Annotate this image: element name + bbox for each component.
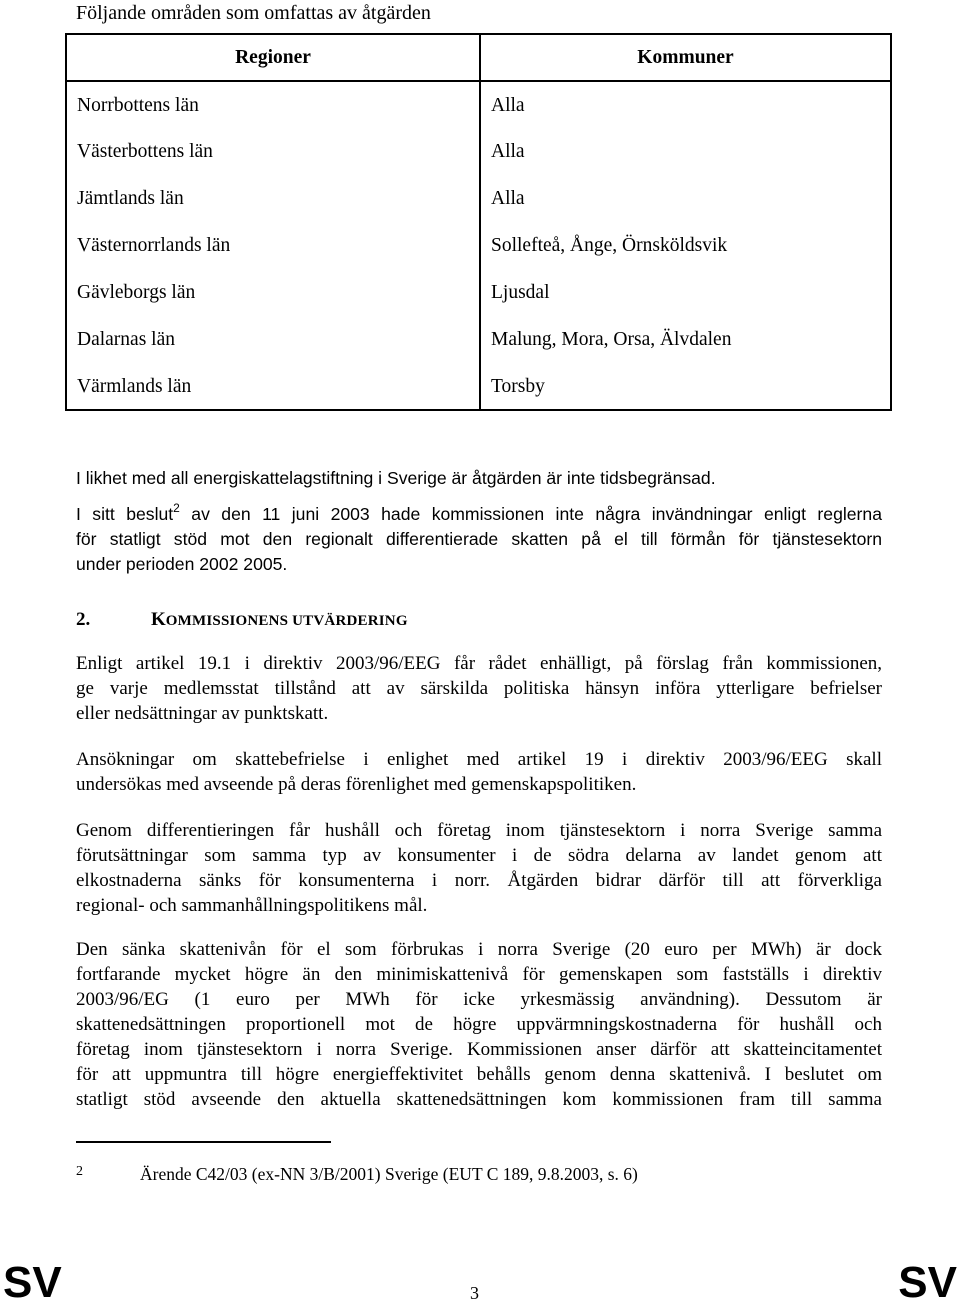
paragraph-line: elkostnaderna sänks för konsumenterna i norr. Åtgärden bidrar därför till att förverkliga [76,870,882,891]
region-cell: Västernorrlands län [66,222,480,269]
region-cell: Dalarnas län [66,316,480,363]
municipality-cell: Alla [480,175,891,222]
paragraph-line: skattenedsättningen proportionell mot de högre uppvärmningskostnaderna för hushåll och [76,1014,882,1035]
section-title-initial: K [151,609,166,630]
section-heading [76,607,408,634]
municipality-cell: Ljusdal [480,269,891,316]
table-row [66,81,891,128]
paragraph-line: ge varje medlemsstat tillstånd att av särskilda politiska hänsyn införa ytterligare befrielser [76,678,882,699]
intro-text: Följande områden som omfattas av åtgärden [76,2,431,24]
paragraph-line [76,502,882,527]
table-header-row [66,34,891,81]
paragraph-line: för att uppmuntra till högre energieffektivitet behålls genom denna skattenivå. I beslutet om [76,1064,882,1085]
paragraph-line: Ansökningar om skattebefrielse i enlighet med artikel 19 i direktiv 2003/96/EEG skall [76,749,882,770]
municipality-cell: Sollefteå, Ånge, Örnsköldsvik [480,222,891,269]
table-row [66,269,891,316]
regions-table [65,33,892,411]
paragraph-line: 2003/96/EG (1 euro per MWh för icke yrkesmässig användning). Dessutom är [76,989,882,1010]
paragraph-applications [76,747,882,797]
footnote-text: Ärende C42/03 (ex-NN 3/B/2001) Sverige (EUT C 189, 9.8.2003, s. 6) [140,1164,638,1184]
paragraph-line: eller nedsättningar av punktskatt. [76,703,329,724]
header-regioner: Regioner [66,34,480,81]
paragraph-line: I likhet med all energiskattelagstiftning i Sverige är åtgärden är inte tidsbegränsad. [76,468,716,488]
paragraph-line: undersökas med avseende på deras förenlighet med gemenskapspolitiken. [76,774,637,795]
paragraph-line: förutsättningar som samma typ av konsumenter i de södra delarna av landet genom att [76,845,882,866]
paragraph-line: regional- och sammanhållningspolitikens mål. [76,895,428,916]
section-number: 2. [76,609,91,630]
footnote-number: 2 [76,1164,83,1179]
region-cell: Jämtlands län [66,175,480,222]
page-number: 3 [470,1283,479,1303]
municipality-cell: Malung, Mora, Orsa, Älvdalen [480,316,891,363]
paragraph-line: företag inom tjänstesektorn i norra Sverige. Kommissionen anser därför att skatteincitamentet [76,1039,882,1060]
municipality-cell: Alla [480,81,891,128]
region-cell: Gävleborgs län [66,269,480,316]
line-text: I sitt beslut [76,504,174,524]
table-row [66,363,891,410]
paragraph-article [76,651,882,726]
municipality-cell: Alla [480,128,891,175]
paragraph-line: statligt stöd avseende den aktuella skattenedsättningen kom kommissionen fram till samma [76,1089,882,1110]
section-title-rest: OMMISSIONENS UTVÄRDERING [165,613,408,629]
table-row [66,222,891,269]
language-code-right: SV [898,1258,957,1305]
municipality-cell: Torsby [480,363,891,410]
paragraph-line: under perioden 2002 2005. [76,554,288,574]
footnote [76,1162,638,1186]
paragraph-decision [76,502,882,577]
table-row [66,316,891,363]
paragraph-line: Den sänka skattenivån för el som förbrukas i norra Sverige (20 euro per MWh) är dock [76,939,882,960]
language-code-left: SV [3,1258,62,1305]
paragraph-line: för statligt stöd mot den regionalt differentierade skatten på el till förmån för tjänstesektorn [76,529,882,549]
table-row [66,175,891,222]
table-row [66,128,891,175]
header-kommuner: Kommuner [480,34,891,81]
region-cell: Värmlands län [66,363,480,410]
footnote-reference: 2 [173,501,180,515]
paragraph-line: Enligt artikel 19.1 i direktiv 2003/96/EEG får rådet enhälligt, på förslag från kommissionen, [76,653,882,674]
paragraph-line: fortfarande mycket högre än den minimiskattenivå för gemenskapen som fastställs i direktiv [76,964,882,985]
paragraph-time-limit [76,466,882,491]
region-cell: Västerbottens län [66,128,480,175]
line-text: av den 11 juni 2003 hade kommissionen inte några invändningar enligt reglerna [179,504,882,524]
paragraph-differentiation [76,818,882,918]
region-cell: Norrbottens län [66,81,480,128]
footnote-separator [76,1141,331,1143]
paragraph-tax-level [76,937,882,1112]
paragraph-line: Genom differentieringen får hushåll och företag inom tjänstesektorn i norra Sverige samma [76,820,882,841]
